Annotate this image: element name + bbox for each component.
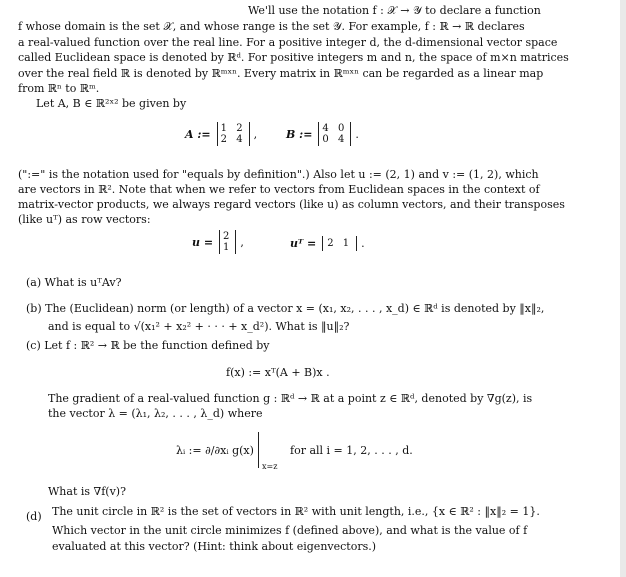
question-d-line-3: evaluated at this vector? (Hint: think about eigenvectors.) xyxy=(52,540,377,553)
question-c-line-2: The gradient of a real-valued function g : ℝᵈ → ℝ at a point z ∈ ℝᵈ, denoted by ∇g(z), is xyxy=(48,392,533,405)
intro-line-7: Let A, B ∈ ℝ²ˣ² be given by xyxy=(36,97,187,110)
matrix-B-row-2: 0 4 xyxy=(322,134,348,145)
intro-line-5: over the real field ℝ is denoted by ℝᵐˣⁿ. Every matrix in ℝᵐˣⁿ can be regarded as a linear map xyxy=(18,67,544,80)
intro-line-3: a real-valued function over the real line. For a positive integer d, the d-dimensional vector space xyxy=(18,36,558,49)
matrix-separator: , xyxy=(253,127,258,141)
notation-line-3: matrix-vector products, we always regard vectors (like u) as column vectors, and their transposes xyxy=(18,198,565,211)
intro-line-2: f whose domain is the set 𝒳, and whose range is the set 𝒴. For example, f : ℝ → ℝ declares xyxy=(18,20,525,33)
vector-u-transpose xyxy=(290,236,365,251)
vector-u xyxy=(192,230,244,254)
matrix-A-label: A := xyxy=(185,127,211,141)
vector-u-body xyxy=(219,230,236,254)
vector-ut-label: uᵀ = xyxy=(290,237,317,250)
matrix-B-label: B := xyxy=(286,127,313,141)
question-b-line-2: and is equal to √(x₁² + x₂² + · · · + x_d²). What is ‖u‖₂? xyxy=(48,320,350,333)
matrix-B-body xyxy=(318,122,351,146)
question-d-label: (d) xyxy=(26,510,42,523)
matrix-A xyxy=(185,122,257,146)
vector-u-row-2: 1 xyxy=(223,242,233,253)
question-b-line-1: (b) The (Euclidean) norm (or length) of a vector x = (x₁, x₂, . . . , x_d) ∈ ℝᵈ is denoted by ‖x‖₂, xyxy=(26,302,545,315)
vector-ut-body xyxy=(322,236,357,251)
vector-separator: , xyxy=(240,235,244,249)
vector-ut-row: 2 1 xyxy=(327,238,353,249)
question-c-line-4: What is ∇f(v)? xyxy=(48,485,126,498)
question-c-formula: f(x) := xᵀ(A + B)x . xyxy=(226,366,330,379)
question-c-line-3: the vector λ = (λ₁, λ₂, . . . , λ_d) where xyxy=(48,407,263,420)
question-a: (a) What is uᵀAv? xyxy=(26,276,122,289)
notation-line-1: (":=" is the notation used for "equals by definition".) Also let u := (2, 1) and v := (1, 2), which xyxy=(18,168,539,181)
vector-u-row-1: 2 xyxy=(223,231,233,242)
matrix-B-row-1: 4 0 xyxy=(322,123,348,134)
intro-line-4: called Euclidean space is denoted by ℝᵈ. For positive integers m and n, the space of m×n matrices xyxy=(18,51,569,64)
gradient-formula: λᵢ := ∂/∂xᵢ g(x) xyxy=(176,444,254,457)
notation-line-4: (like uᵀ) as row vectors: xyxy=(18,213,151,226)
matrix-B xyxy=(286,122,359,146)
matrix-end: . xyxy=(355,127,359,141)
intro-line-6: from ℝⁿ to ℝᵐ. xyxy=(18,82,100,95)
matrix-A-body xyxy=(217,122,250,146)
vector-end: . xyxy=(361,237,365,250)
question-d-line-1: The unit circle in ℝ² is the set of vectors in ℝ² with unit length, i.e., {x ∈ ℝ² : ‖x‖₂ = 1}. xyxy=(52,505,540,518)
gradient-forall: for all i = 1, 2, . . . , d. xyxy=(290,444,413,457)
vector-u-label: u = xyxy=(192,235,214,249)
intro-line-1: We'll use the notation f : 𝒳 → 𝒴 to declare a function xyxy=(248,4,541,17)
matrix-A-row-2: 2 4 xyxy=(220,134,246,145)
notation-line-2: are vectors in ℝ². Note that when we refer to vectors from Euclidean spaces in the context of xyxy=(18,183,540,196)
gradient-eval-point: x=z xyxy=(262,462,278,471)
evaluation-bar xyxy=(258,432,259,468)
matrix-A-row-1: 1 2 xyxy=(220,123,246,134)
question-c-line-1: (c) Let f : ℝ² → ℝ be the function defined by xyxy=(26,339,270,352)
question-d-line-2: Which vector in the unit circle minimizes f (defined above), and what is the value of f xyxy=(52,524,528,537)
page-edge xyxy=(620,0,626,577)
